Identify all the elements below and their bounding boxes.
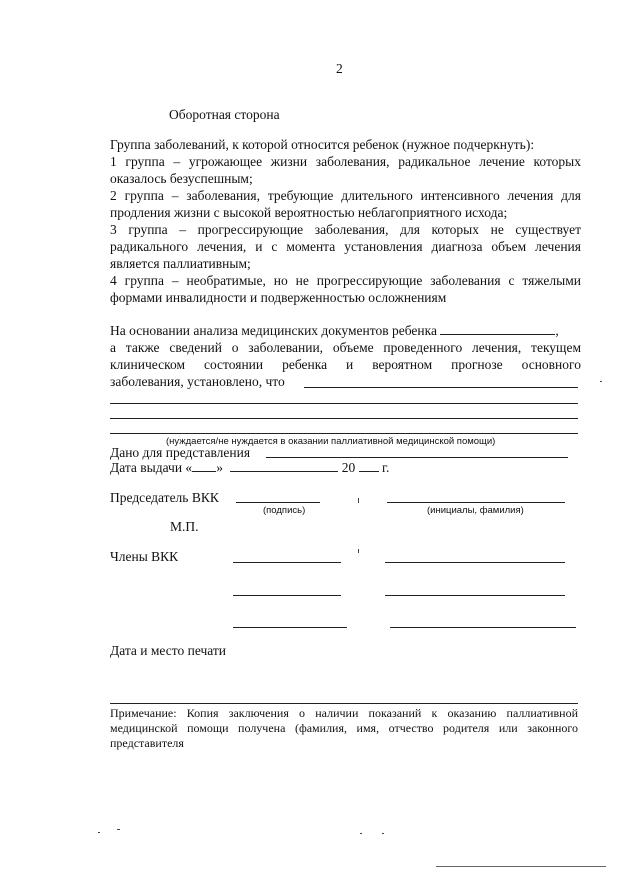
scan-speck bbox=[600, 381, 602, 382]
group-4-line-2: формами инвалидности и подверженностью осложнениям bbox=[110, 290, 447, 305]
scan-speck bbox=[98, 832, 100, 833]
group-3-line-2: радикального лечения, и с момента установления диагноза объем лечения bbox=[110, 239, 581, 254]
chairman-name-line[interactable] bbox=[387, 502, 565, 503]
group-3-line-1: 3 группа – прогрессирующие заболевания, для которых не существует bbox=[110, 222, 581, 237]
issue-year-blank[interactable] bbox=[359, 459, 379, 472]
name-caption: (инициалы, фамилия) bbox=[427, 505, 524, 516]
group-4-line-1: 4 группа – необратимые, но не прогрессирующие заболевания с тяжелыми bbox=[110, 273, 581, 288]
conclusion-blank-2[interactable] bbox=[110, 403, 578, 404]
stamp-label: М.П. bbox=[170, 519, 199, 534]
issued-for-label: Дано для представления bbox=[110, 445, 251, 460]
member-1-name-line[interactable] bbox=[385, 562, 565, 563]
analysis-line-1 bbox=[110, 322, 559, 340]
issue-date-label: Дата выдачи « bbox=[110, 460, 193, 475]
page-heading: Оборотная сторона bbox=[169, 107, 280, 122]
note-line-1: Примечание: Копия заключения о наличии показаний к оказанию паллиативной bbox=[110, 706, 578, 720]
member-2-name-line[interactable] bbox=[385, 595, 565, 596]
analysis-line-1-text: На основании анализа медицинских документов ребенка bbox=[110, 323, 437, 338]
scan-speck bbox=[117, 829, 120, 830]
member-2-signature-line[interactable] bbox=[233, 595, 341, 596]
scan-edge-line bbox=[436, 866, 606, 867]
issue-year-prefix: 20 bbox=[341, 460, 356, 475]
print-date-place-label: Дата и место печати bbox=[110, 643, 227, 658]
analysis-line-2: а также сведений о заболевании, объеме проведенного лечения, текущем bbox=[110, 340, 581, 355]
conclusion-blank-3[interactable] bbox=[110, 418, 578, 419]
members-label: Члены ВКК bbox=[110, 549, 179, 564]
member-3-name-line[interactable] bbox=[390, 627, 576, 628]
group-2-line-1: 2 группа – заболевания, требующие длительного интенсивного лечения для bbox=[110, 188, 581, 203]
scan-speck bbox=[360, 833, 362, 834]
issue-day-blank[interactable] bbox=[192, 459, 216, 472]
issue-date-row bbox=[110, 459, 389, 477]
need-caption: (нуждается/не нуждается в оказании паллиативной медицинской помощи) bbox=[166, 436, 496, 447]
chairman-label: Председатель ВКК bbox=[110, 490, 219, 505]
scan-speck bbox=[382, 833, 384, 834]
page-number: 2 bbox=[336, 61, 343, 76]
member-1-signature-line[interactable] bbox=[233, 562, 341, 563]
scan-speck bbox=[358, 549, 359, 553]
note-line-2: медицинской помощи получена (фамилия, имя, отчество родителя или законного bbox=[110, 721, 578, 735]
note-line-3: представителя bbox=[110, 736, 184, 750]
group-2-line-2: продления жизни с высокой вероятностью неблагоприятного исхода; bbox=[110, 205, 508, 220]
conclusion-blank-1[interactable] bbox=[304, 387, 578, 388]
analysis-line-3: клиническом состоянии ребенка и вероятном прогнозе основного bbox=[110, 357, 581, 372]
group-1-line-2: оказалось безуспешным; bbox=[110, 171, 253, 186]
group-3-line-3: является паллиативным; bbox=[110, 256, 251, 271]
conclusion-blank-4[interactable] bbox=[110, 433, 578, 434]
issue-date-close-quote: » bbox=[216, 460, 223, 475]
note-separator bbox=[110, 703, 578, 704]
issue-month-blank[interactable] bbox=[230, 459, 338, 472]
analysis-line-4: заболевания, установлено, что bbox=[110, 374, 285, 389]
analysis-line-1-comma: , bbox=[555, 323, 559, 338]
child-name-blank[interactable] bbox=[440, 322, 555, 335]
issue-year-suffix: г. bbox=[381, 460, 390, 475]
chairman-signature-line[interactable] bbox=[236, 502, 320, 503]
scan-speck bbox=[358, 498, 359, 503]
issued-for-blank[interactable] bbox=[266, 457, 568, 458]
groups-intro: Группа заболеваний, к которой относится ребенок (нужное подчеркнуть): bbox=[110, 137, 535, 152]
signature-caption: (подпись) bbox=[263, 505, 306, 516]
group-1-line-1: 1 группа – угрожающее жизни заболевания, радикальное лечение которых bbox=[110, 154, 581, 169]
member-3-signature-line[interactable] bbox=[233, 627, 347, 628]
